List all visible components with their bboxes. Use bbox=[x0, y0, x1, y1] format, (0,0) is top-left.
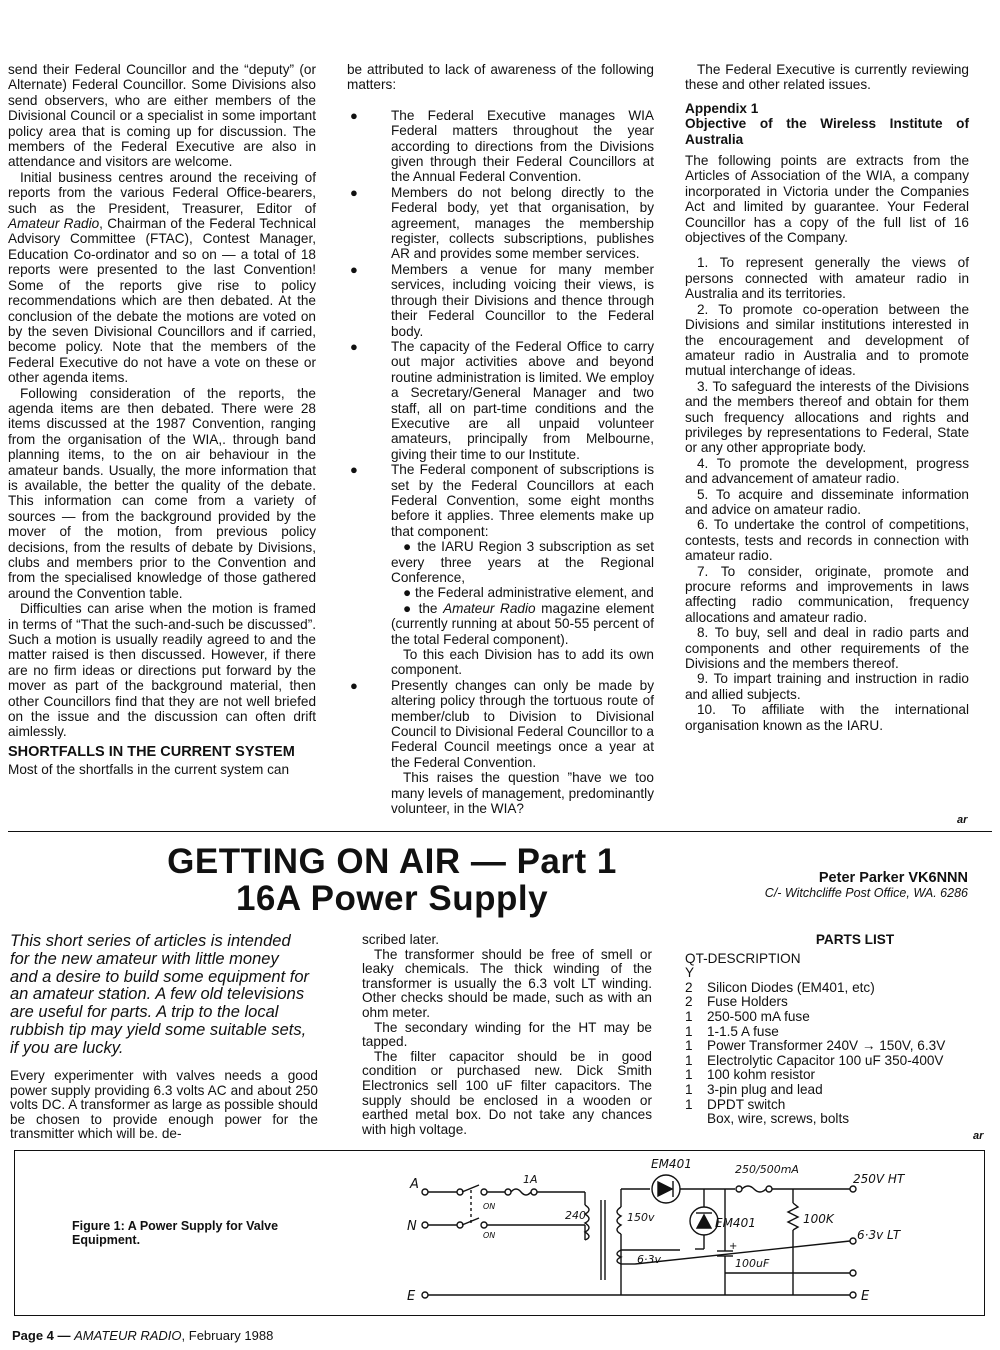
bullet-text: Presently changes can only be made by altering policy through the tortuous route of member/club to Division to Divisional Council to Divisional Federal Councillor to a Federal Council meetings once a year at the Federal Convention. bbox=[391, 677, 654, 770]
article-column-2 bbox=[362, 933, 652, 1137]
part-qty: 1 bbox=[685, 1067, 693, 1083]
paragraph: The secondary winding for the HT may be tapped. bbox=[362, 1019, 652, 1050]
label-out-ht: 250V HT bbox=[853, 1172, 905, 1186]
sub-item bbox=[391, 539, 654, 585]
title-line-2: 16A Power Supply bbox=[235, 879, 549, 918]
title-line-1: GETTING ON AIR — Part 1 bbox=[167, 842, 617, 881]
part-desc: Box, wire, screws, bolts bbox=[707, 1111, 850, 1127]
parts-row bbox=[685, 1068, 945, 1083]
part-qty: 1 bbox=[685, 1023, 693, 1039]
byline bbox=[720, 870, 968, 900]
sub-text: This raises the question ”have we too many levels of management, predominantly volunteer, in the WIA? bbox=[391, 770, 654, 817]
parts-rows bbox=[685, 981, 945, 1127]
small-bullet-icon: ● bbox=[403, 539, 413, 555]
paragraph: Difficulties can arise when the motion is framed in terms of “That the such-and-such be discussed”. Such a motion is usually readily agreed to and the matter raised is then discussed. However, if there are no firm ideas or directions put forward by the mover as part of the background material, then other Councillors find that they are not well briefed on the issue and the discussion can often drift aimlessly. bbox=[8, 601, 316, 740]
section-divider bbox=[8, 831, 992, 832]
parts-row bbox=[685, 1083, 945, 1098]
end-mark: ar bbox=[957, 814, 968, 826]
paragraph: The filter capacitor should be in good condition or purchased new. Dick Smith Electronics sell 100 uF filter capacitors. The supply should be enclosed in a wooden or earthed metal box. Do not take any chances with high voltage. bbox=[362, 1048, 652, 1137]
issue-date: , February 1988 bbox=[181, 1328, 274, 1343]
label-fuse-2: 250/500mA bbox=[735, 1163, 799, 1176]
part-desc: Electrolytic Capacitor 100 uF 350-400V bbox=[707, 1052, 944, 1068]
bullet-item bbox=[347, 108, 654, 185]
text-run: Initial business centres around the receiving of reports from the various Federal Office-bearers, such as the President, Treasurer, Editor of bbox=[8, 169, 316, 216]
parts-row bbox=[685, 981, 945, 996]
label-out-lt: 6·3v LT bbox=[857, 1228, 901, 1242]
article-title bbox=[142, 843, 642, 917]
paragraph: send their Federal Councillor and the “deputy” (or Alternate) Federal Councillor. Some Divisions also send observers, who are either members of the Divisional Council or a specialist in some important policy area that is coming up for discussion. The members of the Federal Executive are also in attendance and visitors are welcome. bbox=[8, 62, 316, 170]
label-diode-2: EM401 bbox=[715, 1216, 756, 1230]
label-cap-plus: + bbox=[729, 1241, 738, 1252]
part-qty: 1 bbox=[685, 1038, 693, 1054]
bullet-icon: ● bbox=[350, 184, 358, 200]
objective-item: 1. To represent generally the views of persons connected with amateur radio in Australia and its territories. bbox=[685, 255, 969, 302]
author-address: C/- Witchcliffe Post Office, WA. 6286 bbox=[764, 886, 968, 900]
label-diode-1: EM401 bbox=[651, 1157, 692, 1171]
header-qty-y: Y bbox=[685, 965, 695, 981]
parts-row bbox=[685, 995, 945, 1010]
paragraph: be attributed to lack of awareness of the following matters: bbox=[347, 62, 654, 93]
label-out-e: E bbox=[861, 1289, 870, 1304]
part-desc: 3-pin plug and lead bbox=[707, 1081, 823, 1097]
parts-list-title: PARTS LIST bbox=[815, 932, 895, 947]
column-1 bbox=[8, 62, 316, 777]
label-capacitor: 100uF bbox=[735, 1257, 770, 1270]
sub-item bbox=[391, 585, 654, 600]
paragraph: Most of the shortfalls in the current system can bbox=[8, 761, 290, 777]
bullet-icon: ● bbox=[350, 462, 358, 478]
bullet-text: The Federal Executive manages WIA Federal matters throughout the year according to directions from the Divisions given through their Federal Councillors at the Annual Federal Convention. bbox=[391, 107, 654, 185]
bullet-text: The Federal component of subscriptions is set by the Federal Councillors at each Federal Convention, some eight months before it applies. Three elements make up that component: bbox=[391, 462, 654, 539]
header-desc: DESCRIPTION bbox=[707, 950, 801, 966]
objectives-list bbox=[685, 255, 969, 733]
label-on-bottom: ON bbox=[483, 1231, 496, 1240]
author-name: Peter Parker VK6NNN bbox=[818, 870, 968, 886]
magazine-name: Amateur Radio bbox=[8, 216, 100, 232]
bullet-item bbox=[347, 262, 654, 339]
label-resistor: 100K bbox=[803, 1212, 834, 1226]
bullet-icon: ● bbox=[350, 338, 358, 354]
part-desc: DPDT switch bbox=[707, 1096, 786, 1112]
paragraph: scribed later. bbox=[362, 932, 440, 947]
end-mark: ar bbox=[973, 1130, 984, 1142]
part-qty: 1 bbox=[685, 1008, 693, 1024]
appendix-subtitle: Objective of the Wireless Institute of Australia bbox=[685, 116, 969, 147]
part-qty: 2 bbox=[685, 979, 693, 995]
objective-item: 5. To acquire and disseminate information and advice on amateur radio. bbox=[685, 486, 969, 517]
power-supply-schematic bbox=[395, 1155, 915, 1310]
part-qty bbox=[685, 1112, 705, 1127]
label-on-top: ON bbox=[483, 1202, 496, 1211]
part-desc: 1-1.5 A fuse bbox=[707, 1023, 779, 1039]
objective-item: 8. To buy, sell and deal in radio parts and components and other requirements of the Divisions and the members thereof. bbox=[685, 625, 969, 672]
sub-text: To this each Division has to add its own component. bbox=[391, 647, 654, 678]
part-desc: Fuse Holders bbox=[707, 994, 788, 1010]
bullet-text: The capacity of the Federal Office to carry out major activities above and beyond routine administration is limited. We employ a Secretary/General Manager and two staff, all on part-time conditions and the Executive are all unpaid volunteer amateurs, principally from Melbourne, giving their time to our Institute. bbox=[391, 338, 654, 462]
text-run: , Chairman of the Federal Technical Advisory Committee (FTAC), Contest Manager, Education Co-ordinator and so on — a total of 18 reports were presented to the last Convention! Some of the reports give rise to policy recommendations which are then debated. At the conclusion of the debate the motions are voted on by the seven Divisional Councillors and if carried, become policy. Note that the members of the Federal Executive do not have a vote on these or other agenda items. bbox=[8, 216, 316, 386]
paragraph bbox=[8, 170, 316, 386]
sub-text: magazine element (currently running at about 50-55 percent of the total Federal component). bbox=[391, 600, 654, 647]
label-fuse-1a: 1A bbox=[523, 1173, 538, 1186]
bullet-text: Members a venue for many member services, including voicing their views, is through their Divisions and thence through their Federal Councillor to the Federal body. bbox=[391, 261, 654, 339]
objective-item: 9. To impart training and instruction in radio and allied subjects. bbox=[685, 671, 969, 702]
parts-row bbox=[685, 1039, 945, 1054]
parts-row bbox=[685, 1010, 945, 1025]
article-paragraph: Every experimenter with valves needs a good power supply providing 6.3 volts AC and about 250 volts DC. A transformer as large as possible should be chosen to provide enough power for the transmitter which will be. de- bbox=[10, 1068, 318, 1142]
label-a: A bbox=[410, 1177, 419, 1192]
page-number: Page 4 — bbox=[12, 1328, 75, 1343]
magazine-name: Amateur Radio bbox=[443, 600, 536, 616]
parts-header-row bbox=[685, 952, 945, 981]
parts-header bbox=[685, 952, 945, 981]
bullet-item bbox=[347, 339, 654, 462]
appendix-heading bbox=[685, 101, 969, 147]
bullet-text: Members do not belong directly to the Federal body, yet that organisation, by agreement, manages the membership register, collects subscriptions, publishes AR and provides some member services. bbox=[391, 184, 654, 262]
label-sec-hv: 150v bbox=[627, 1211, 655, 1224]
paragraph: The Federal Executive is currently reviewing these and other related issues. bbox=[685, 62, 969, 93]
label-sec-lt: 6·3v bbox=[637, 1253, 662, 1266]
bullet-icon: ● bbox=[350, 107, 358, 123]
parts-row bbox=[685, 1025, 945, 1040]
paragraph: Following consideration of the reports, the agenda items are then debated. There were 28 items discussed at the 1987 Convention, ranging from the organisation of the WIA,. through band planning items, to the on air behaviour in the amateur bands. Usually, the more information that is available, the better the quality of the debate. This information can come from a variety of sources — from the background provided by the mover of the motion, from previous policy decisions, from the results of debate by Divisions, clubs and members prior to the Convention and from the specialised knowledge of those gathered around the Convention table. bbox=[8, 385, 316, 601]
parts-row bbox=[685, 1098, 945, 1113]
part-desc: Silicon Diodes (EM401, etc) bbox=[707, 979, 875, 995]
parts-table bbox=[685, 952, 945, 1127]
figure-caption: Figure 1: A Power Supply for Valve Equipment. bbox=[72, 1219, 279, 1247]
sub-text: the Federal administrative element, and bbox=[415, 585, 654, 601]
page-footer bbox=[12, 1328, 273, 1343]
section-heading: SHORTFALLS IN THE CURRENT SYSTEM bbox=[8, 743, 295, 760]
sub-text: the bbox=[418, 600, 444, 616]
header-qty: QT- bbox=[685, 950, 708, 966]
bullet-item bbox=[347, 185, 654, 262]
bullet-icon: ● bbox=[350, 677, 358, 693]
appendix-title: Appendix 1 bbox=[685, 100, 759, 116]
small-bullet-icon: ● bbox=[403, 585, 412, 601]
part-qty: 2 bbox=[685, 994, 693, 1010]
label-e-left: E bbox=[407, 1289, 416, 1304]
part-qty: 1 bbox=[685, 1052, 693, 1068]
objective-item: 10. To affiliate with the international organisation known as the IARU. bbox=[685, 702, 969, 733]
bullet-item bbox=[347, 462, 654, 678]
column-3 bbox=[685, 62, 969, 733]
column-2 bbox=[347, 62, 654, 817]
objective-item: 2. To promote co-operation between the Divisions and similar institutions interested in the encouragement and development of amateur radio in Australia and to promote mutual interchange of ideas. bbox=[685, 301, 969, 379]
parts-row bbox=[685, 1112, 945, 1127]
objective-item: 4. To promote the development, progress and advancement of amateur radio. bbox=[685, 455, 969, 487]
label-primary: 240 bbox=[565, 1209, 586, 1222]
bullet-icon: ● bbox=[350, 261, 358, 277]
parts-row bbox=[685, 1054, 945, 1069]
part-desc: 100 kohm resistor bbox=[707, 1067, 816, 1083]
part-desc: Power Transformer 240V → 150V, 6.3V bbox=[707, 1038, 946, 1054]
part-qty: 1 bbox=[685, 1081, 693, 1097]
magazine-title: AMATEUR RADIO bbox=[74, 1328, 182, 1343]
part-desc: 250-500 mA fuse bbox=[707, 1008, 810, 1024]
paragraph: The following points are extracts from the Articles of Association of the WIA, a company incorporated in Victoria under the Companies Act and limited by guarantee. Your Federal Councillor has a copy of the full list of 16 objectives of the Company. bbox=[685, 153, 969, 246]
sub-text: the IARU Region 3 subscription as set every three years at the Regional Conference, bbox=[391, 539, 655, 585]
article-intro: This short series of articles is intended for the new amateur with little money and a desire to build some equipment for an amateur station. A few old televisions are useful for parts. A trip to the local rubbish tip may yield some suitable sets, if you are lucky. bbox=[10, 932, 310, 1057]
bullet-item bbox=[347, 678, 654, 817]
paragraph: The transformer should be free of smell or leaky chemicals. The thick winding of the transformer is usually the 6.3 volt LT winding. Other checks should be made, such as with an ohm meter. bbox=[362, 946, 652, 1020]
objective-item: 3. To safeguard the interests of the Divisions and the members thereof and obtain for them such frequency allocations and rights and privileges by representations to Federal, State or any other appropriate body. bbox=[685, 378, 969, 456]
small-bullet-icon: ● bbox=[403, 600, 414, 616]
label-n: N bbox=[407, 1219, 417, 1234]
parts-list bbox=[685, 933, 965, 1127]
objective-item: 6. To undertake the control of competitions, contests, tests and records in connection with amateur radio. bbox=[685, 517, 969, 564]
objective-item: 7. To consider, originate, promote and procure reforms and improvements in laws affecting radio communication, frequency allocations and amateur radio. bbox=[685, 563, 969, 625]
sub-item bbox=[391, 601, 654, 647]
part-qty: 1 bbox=[685, 1096, 693, 1112]
